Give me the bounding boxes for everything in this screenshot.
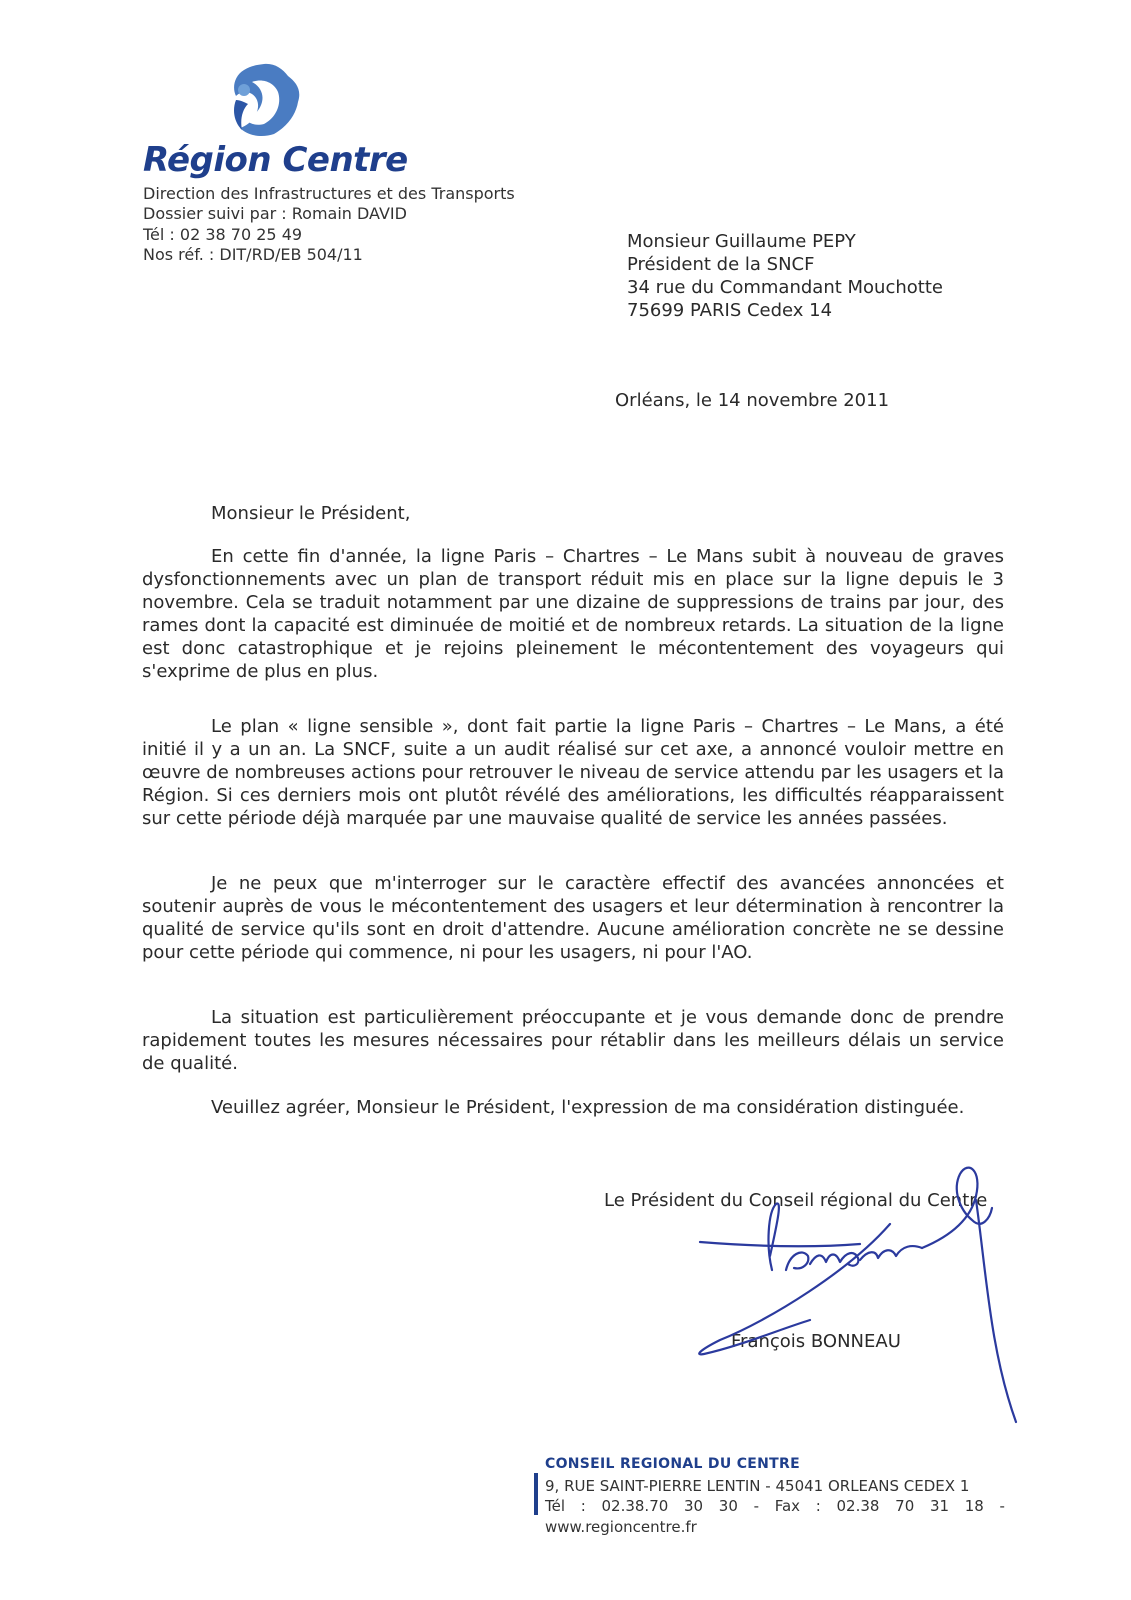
footer-tel-part: : bbox=[580, 1497, 586, 1515]
signatory-name: François BONNEAU bbox=[731, 1331, 901, 1352]
footer-tel-part: 30 bbox=[718, 1497, 738, 1515]
footer-tel-part: - bbox=[753, 1497, 759, 1515]
sender-phone: Tél : 02 38 70 25 49 bbox=[143, 225, 303, 244]
signatory-title: Le Président du Conseil régional du Centre bbox=[604, 1190, 988, 1211]
footer-phone-fax bbox=[545, 1496, 1005, 1516]
footer-fax-part: 70 bbox=[895, 1497, 915, 1515]
closing-paragraph: Veuillez agréer, Monsieur le Président, l'expression de ma considération distinguée. bbox=[211, 1097, 965, 1118]
footer-fax-part: 02.38 bbox=[836, 1497, 880, 1515]
footer-address: 9, RUE SAINT-PIERRE LENTIN - 45041 ORLEANS CEDEX 1 bbox=[545, 1477, 970, 1495]
recipient-city: 75699 PARIS Cedex 14 bbox=[627, 300, 833, 321]
footer-fax-part: 18 bbox=[964, 1497, 984, 1515]
body-paragraph: Je ne peux que m'interroger sur le caractère effectif des avancées annoncées et soutenir auprès de vous le mécontentement des usagers et leur détermination à rencontrer la qualité de service qu'ils sont en droit d'attendre. Aucune amélioration concrète ne se dessine pour cette période qui commence, ni pour les usagers, ni pour l'AO. bbox=[142, 873, 1004, 963]
body-paragraph: En cette fin d'année, la ligne Paris – Chartres – Le Mans subit à nouveau de graves dysfonctionnements avec un plan de transport réduit mis en place sur la ligne depuis le 3 novembre. Cela se traduit notamment par une dizaine de suppressions de trains par jour, des rames dont la capacité est diminuée de moitié et de nombreux retards. La situation de la ligne est donc catastrophique et je rejoins pleinement le mécontentement des voyageurs qui s'exprime de plus en plus. bbox=[142, 546, 1004, 682]
footer-tel-part: 30 bbox=[683, 1497, 704, 1515]
sender-followed-by: Dossier suivi par : Romain DAVID bbox=[143, 204, 407, 223]
brand-name: Région Centre bbox=[143, 140, 408, 180]
recipient-street: 34 rue du Commandant Mouchotte bbox=[627, 277, 943, 298]
body-paragraph: La situation est particulièrement préoccupante et je vous demande donc de prendre rapidement toutes les mesures nécessaires pour rétablir dans les meilleurs délais un service de qualité. bbox=[142, 1007, 1004, 1074]
body-paragraph: Le plan « ligne sensible », dont fait partie la ligne Paris – Chartres – Le Mans, a été initié il y a un an. La SNCF, suite a un audit réalisé sur cet axe, a annoncé vouloir mettre en œuvre de nombreuses actions pour retrouver le niveau de service attendu par les usagers et la Région. Si ces derniers mois ont plutôt révélé des améliorations, les difficultés réapparaissent sur cette période déjà marquée par une mauvaise qualité de service les années passées. bbox=[142, 716, 1004, 829]
recipient-title: Président de la SNCF bbox=[627, 254, 815, 275]
footer-website: www.regioncentre.fr bbox=[545, 1518, 697, 1536]
footer-fax-part: : bbox=[815, 1497, 821, 1515]
sender-department: Direction des Infrastructures et des Transports bbox=[143, 184, 515, 203]
footer-accent-bar bbox=[534, 1473, 538, 1515]
sender-reference: Nos réf. : DIT/RD/EB 504/11 bbox=[143, 245, 363, 264]
footer-fax-part: 31 bbox=[929, 1497, 950, 1515]
region-centre-logo bbox=[222, 60, 306, 140]
footer-tel-part: Tél bbox=[545, 1497, 566, 1515]
handwritten-signature bbox=[690, 1160, 1030, 1450]
footer-tel-part: 02.38.70 bbox=[601, 1497, 669, 1515]
recipient-name: Monsieur Guillaume PEPY bbox=[627, 231, 856, 252]
footer-organization: CONSEIL REGIONAL DU CENTRE bbox=[545, 1456, 800, 1472]
footer-fax-part: - bbox=[999, 1497, 1005, 1515]
footer-fax-part: Fax bbox=[774, 1497, 801, 1515]
letter-date: Orléans, le 14 novembre 2011 bbox=[615, 390, 890, 411]
salutation: Monsieur le Président, bbox=[211, 503, 411, 524]
